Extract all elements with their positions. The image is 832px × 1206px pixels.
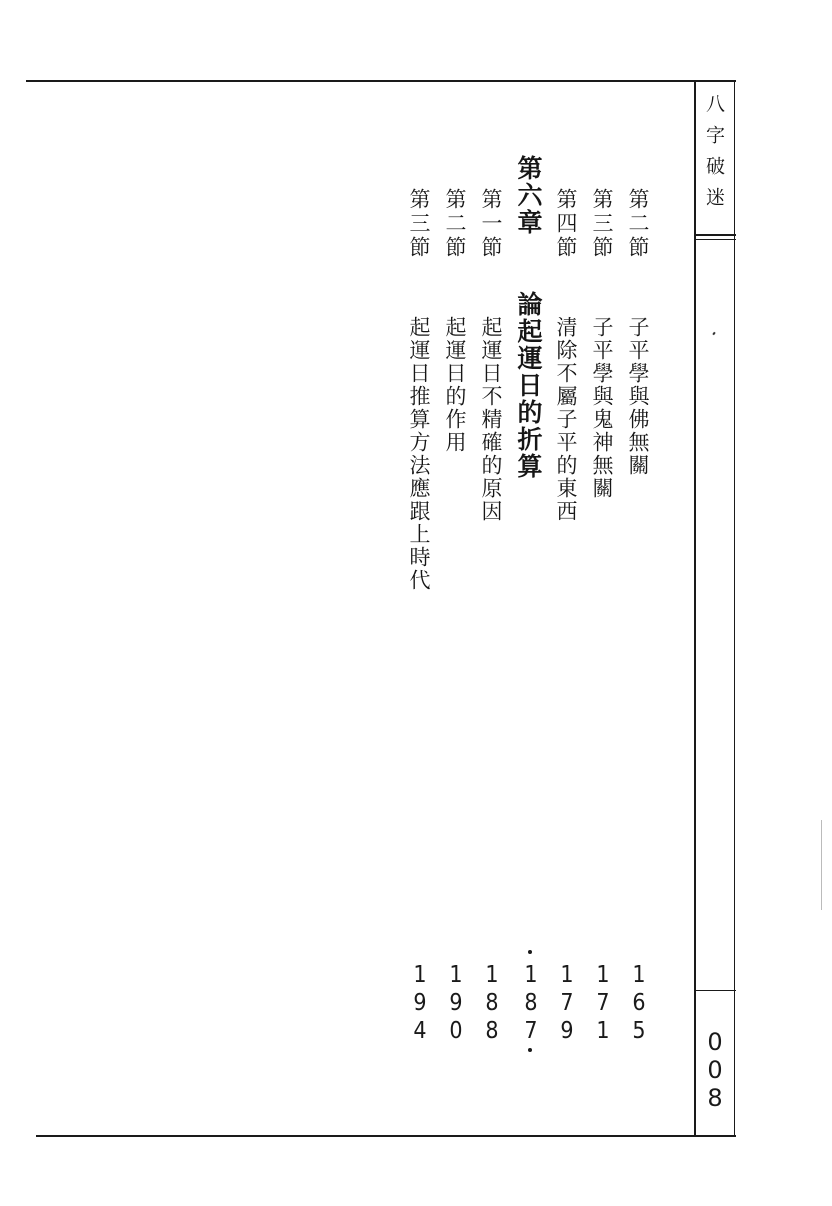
leader-dot <box>528 950 532 954</box>
side-title-divider <box>694 234 736 236</box>
toc-section-label: 第二節 <box>626 188 650 260</box>
toc-section-label: 第三節 <box>407 188 431 260</box>
toc-section-title: 起運日的作用 <box>443 316 467 454</box>
toc-section-label: 第四節 <box>554 188 578 260</box>
page-number: 008 <box>701 1028 729 1112</box>
leader-dot <box>528 1048 532 1052</box>
toc-section-label: 第三節 <box>590 188 614 260</box>
page-edge-mark <box>821 820 822 910</box>
toc-section-title: 清除不屬子平的東西 <box>554 316 578 523</box>
toc-page-number: 194 <box>407 962 433 1046</box>
toc-page-number: 171 <box>590 962 616 1046</box>
toc-chapter-title: 論起運日的折算 <box>514 291 543 480</box>
toc-page-number: 165 <box>626 962 652 1046</box>
top-rule <box>26 80 736 82</box>
toc-section-label: 第二節 <box>443 188 467 260</box>
running-title: 八字破迷 <box>703 94 725 218</box>
toc-page-number: 188 <box>479 962 505 1046</box>
toc-section-title: 子平學與佛無關 <box>626 316 650 477</box>
toc-page-number: 187 <box>518 962 544 1046</box>
toc-chapter-label: 第六章 <box>514 155 543 236</box>
right-edge-rule <box>734 80 735 1137</box>
bottom-rule <box>36 1135 736 1137</box>
margin-tick-mark <box>712 332 715 336</box>
toc-section-label: 第一節 <box>479 188 503 260</box>
folio-divider <box>694 990 736 991</box>
toc-section-title: 起運日不精確的原因 <box>479 316 503 523</box>
toc-section-title: 起運日推算方法應跟上時代 <box>407 316 431 592</box>
toc-section-title: 子平學與鬼神無關 <box>590 316 614 500</box>
toc-page-number: 179 <box>554 962 580 1046</box>
side-title-divider-2 <box>694 239 736 240</box>
toc-page-number: 190 <box>443 962 469 1046</box>
